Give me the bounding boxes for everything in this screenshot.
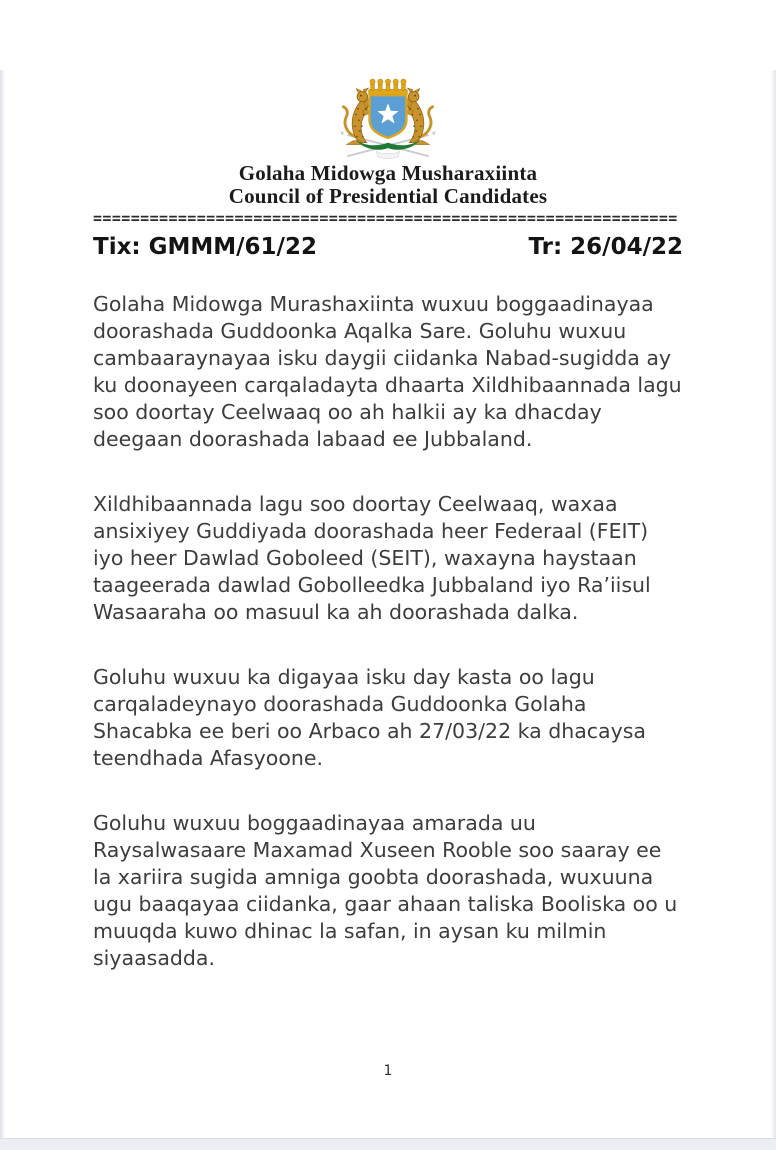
photo-edge-left: [0, 70, 5, 1150]
photo-edge-right: [771, 70, 776, 1150]
document-page: [0, 70, 776, 1150]
body-paragraph-1: Golaha Midowga Murashaxiinta wuxuu boggaadinayaa doorashada Guddoonka Aqalka Sare. Goluhu wuxuu cambaaraynayaa isku daygii ciidanka Nabad-sugidda ay ku doonayeen carqaladayta dhaarta Xildhibaannada lagu soo doortay Ceelwaaq oo ah halkii ay ka dhacday deegaan doorashada labaad ee Jubbaland.: [93, 292, 682, 451]
document-date: Tr: 26/04/22: [528, 234, 683, 260]
somalia-coat-of-arms-icon: [312, 70, 464, 162]
org-name-english: Council of Presidential Candidates: [228, 184, 548, 208]
crown-icon: [369, 79, 408, 95]
document-body: [93, 291, 683, 972]
photo-edge-bottom: [0, 1138, 776, 1150]
ribbon-icon: [376, 151, 399, 158]
org-name-somali: Golaha Midowga Musharaxiinta: [238, 161, 538, 185]
body-paragraph-2: Xildhibaannada lagu soo doortay Ceelwaaq, waxaa ansixiyey Guddiyada doorashada heer Federaal (FEIT) iyo heer Dawlad Goboleed (SEIT), waxayna haystaan taageerada dawlad Gobolleedka Jubbaland iyo Ra’iisul Wasaaraha oo masuul ka ah doorashada dalka.: [93, 492, 651, 624]
reference-row: [93, 234, 683, 260]
body-paragraph-4: Goluhu wuxuu boggaadinayaa amarada uu Raysalwasaare Maxamad Xuseen Rooble soo saaray ee la xariira sugida amniga goobta doorashada, wuxuuna ugu baaqayaa ciidanka, gaar ahaan taliska Booliska oo u muuqda kuwo dhinac la safan, in aysan ku milmin siyaasadda.: [93, 811, 678, 970]
page-number: 1: [383, 1063, 393, 1079]
body-paragraph-3: Goluhu wuxuu ka digayaa isku day kasta oo lagu carqaladeynayo doorashada Guddoonka Golaha Shacabka ee beri oo Arbaco ah 27/03/22 ka dhacaysa teendhada Afasyoone.: [93, 665, 646, 770]
separator-line: ==============================================================: [93, 211, 678, 225]
reference-number: Tix: GMMM/61/22: [93, 234, 317, 260]
